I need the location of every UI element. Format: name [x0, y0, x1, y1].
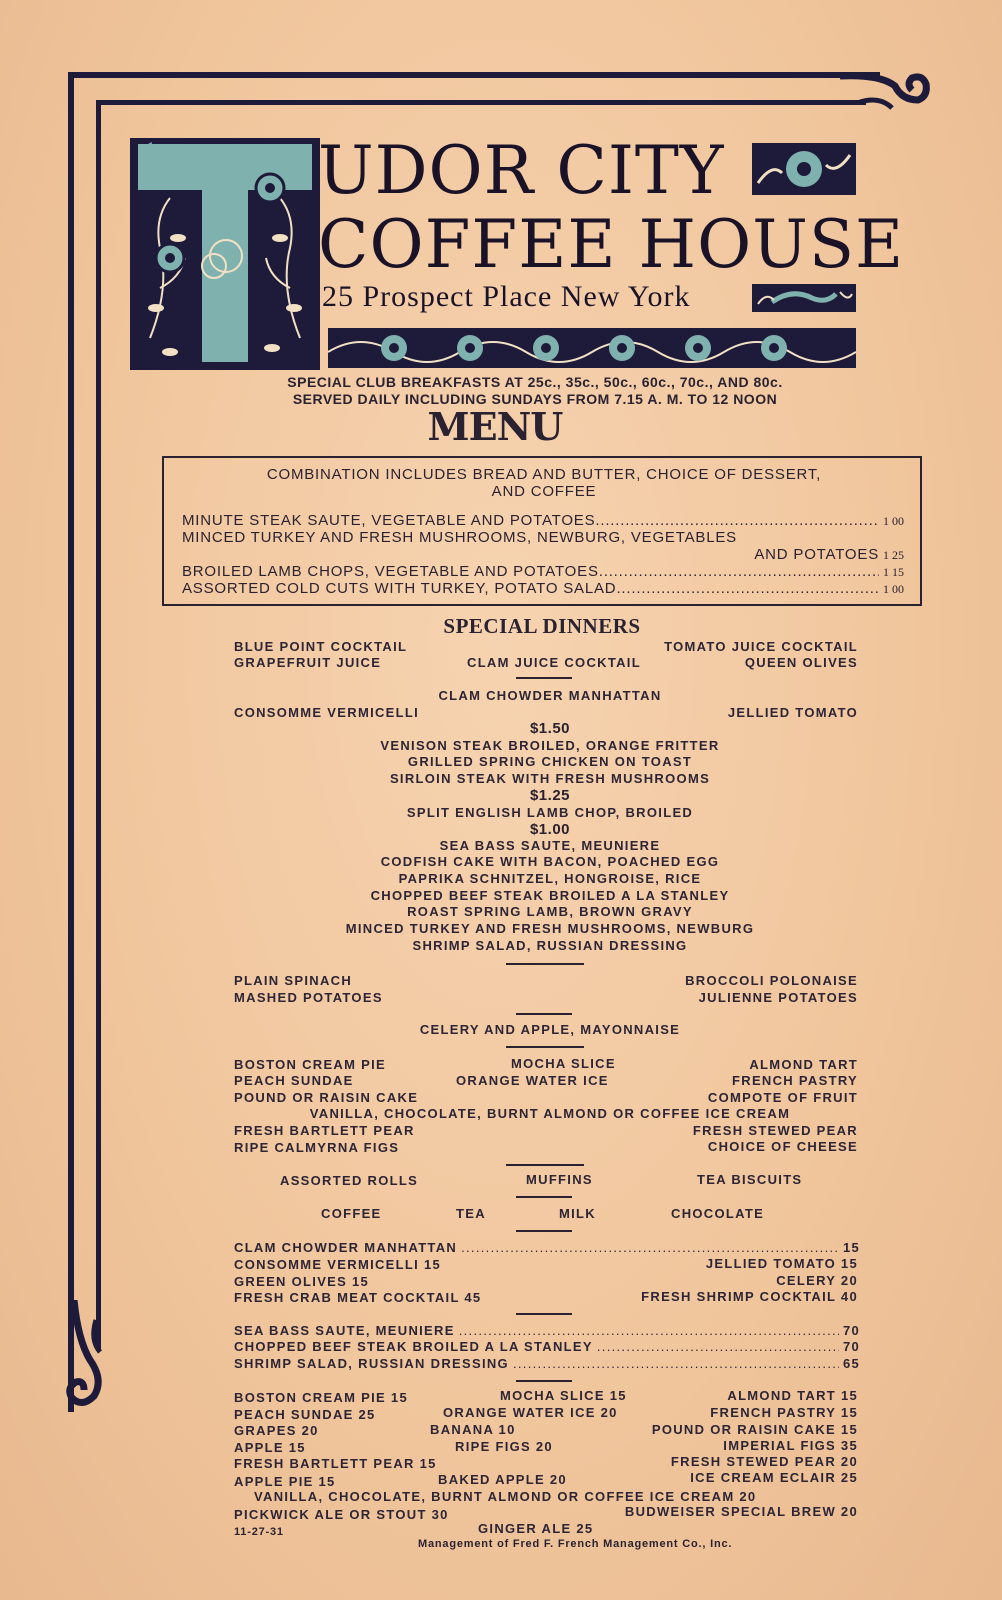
combination-item: [182, 580, 904, 597]
a-la-carte-item: PEACH SUNDAE 25: [234, 1407, 376, 1422]
a-la-carte-item: [234, 1323, 860, 1338]
a-la-carte-item: ICE CREAM ECLAIR 25: [690, 1470, 858, 1485]
a-la-carte-item: FRESH CRAB MEAT COCKTAIL 45: [234, 1290, 482, 1305]
special-dinners-title: SPECIAL DINNERS: [443, 614, 641, 638]
menu-item: FRENCH PASTRY: [732, 1073, 858, 1088]
frame-inner-left-border: [96, 100, 101, 1350]
served-daily-line: SERVED DAILY INCLUDING SUNDAYS FROM 7.15 A. M. TO 12 NOON: [292, 391, 778, 407]
a-la-carte-item: FRESH BARTLETT PEAR 15: [234, 1456, 437, 1471]
section-divider: [516, 1013, 572, 1015]
menu-item: MASHED POTATOES: [234, 990, 383, 1005]
menu-item: JELLIED TOMATO: [727, 705, 858, 720]
item-name: SHRIMP SALAD, RUSSIAN DRESSING: [234, 1356, 509, 1371]
floral-band-ornament-icon: [328, 328, 856, 368]
menu-item: CHOCOLATE: [671, 1206, 765, 1221]
a-la-carte-item: BUDWEISER SPECIAL BREW 20: [624, 1504, 858, 1519]
item-price: 15: [842, 1240, 860, 1255]
title-line-1: UDOR CITY: [318, 132, 725, 209]
combination-item-name: BROILED LAMB CHOPS, VEGETABLE AND POTATOES: [182, 563, 599, 580]
combination-item-price: 1 00: [883, 514, 904, 528]
combination-item: [182, 512, 904, 529]
menu-item: SHRIMP SALAD, RUSSIAN DRESSING: [412, 938, 688, 953]
a-la-carte-item: [234, 1339, 860, 1354]
menu-item: MOCHA SLICE: [511, 1056, 616, 1071]
menu-item: FRESH BARTLETT PEAR: [234, 1123, 415, 1138]
a-la-carte-item: APPLE PIE 15: [234, 1474, 336, 1489]
combination-item-price: 1 15: [883, 565, 904, 579]
combination-item-line: [182, 529, 904, 546]
combination-item: [182, 563, 904, 580]
menu-item: CELERY AND APPLE, MAYONNAISE: [419, 1022, 681, 1037]
menu-item: PAPRIKA SCHNITZEL, HONGROISE, RICE: [398, 871, 702, 886]
a-la-carte-item: BANANA 10: [430, 1422, 516, 1437]
menu-item: GRAPEFRUIT JUICE: [234, 655, 382, 670]
menu-item: RIPE CALMYRNA FIGS: [234, 1140, 400, 1155]
menu-item: ORANGE WATER ICE: [456, 1073, 609, 1088]
combination-heading: [194, 466, 894, 500]
menu-item: PLAIN SPINACH: [234, 973, 353, 988]
a-la-carte-item: MOCHA SLICE 15: [500, 1388, 627, 1403]
a-la-carte-item: IMPERIAL FIGS 35: [723, 1438, 858, 1453]
section-divider: [516, 1313, 572, 1315]
menu-item: VENISON STEAK BROILED, ORANGE FRITTER: [380, 738, 720, 753]
a-la-carte-item: APPLE 15: [234, 1440, 306, 1455]
menu-item: COMPOTE OF FRUIT: [707, 1090, 858, 1105]
a-la-carte-item: FRENCH PASTRY 15: [710, 1405, 858, 1420]
address-line: 25 Prospect Place New York: [322, 280, 691, 313]
menu-item: CLAM JUICE COCKTAIL: [467, 655, 641, 670]
combination-item-name: ASSORTED COLD CUTS WITH TURKEY, POTATO SALAD: [182, 580, 617, 597]
item-price: 65: [842, 1356, 860, 1371]
frame-inner-top-border: [96, 100, 866, 105]
menu-item: GRILLED SPRING CHICKEN ON TOAST: [407, 754, 693, 769]
club-breakfast-line: SPECIAL CLUB BREAKFASTS AT 25c., 35c., 50c., 60c., 70c., AND 80c.: [287, 374, 783, 390]
combination-item-line: [182, 546, 904, 563]
section-divider: [516, 677, 572, 679]
menu-item: CONSOMME VERMICELLI: [234, 705, 420, 720]
menu-item: VANILLA, CHOCOLATE, BURNT ALMOND OR COFFEE ICE CREAM: [309, 1106, 791, 1121]
section-divider: [516, 1380, 572, 1382]
corner-flourish-bottom-icon: [60, 1300, 112, 1416]
combination-item-name: MINCED TURKEY AND FRESH MUSHROOMS, NEWBURG, VEGETABLES: [182, 529, 737, 546]
a-la-carte-item: GRAPES 20: [234, 1423, 319, 1438]
item-price: 70: [842, 1323, 860, 1338]
flower-ornament-icon: [752, 143, 856, 195]
item-name: SEA BASS SAUTE, MEUNIERE: [234, 1323, 455, 1338]
section-divider: [506, 963, 584, 965]
illuminated-initial-t-icon: [130, 138, 320, 370]
a-la-carte-item: ALMOND TART 15: [727, 1388, 858, 1403]
menu-item: CHOICE OF CHEESE: [707, 1139, 858, 1154]
item-price: 70: [842, 1339, 860, 1354]
menu-item: MUFFINS: [526, 1172, 593, 1187]
section-divider: [516, 1230, 572, 1232]
section-divider: [506, 1164, 584, 1166]
section-divider: [506, 1046, 584, 1048]
menu-item: SIRLOIN STEAK WITH FRESH MUSHROOMS: [389, 771, 711, 786]
a-la-carte-item: PICKWICK ALE OR STOUT 30: [234, 1507, 449, 1522]
a-la-carte-item: CELERY 20: [776, 1273, 858, 1288]
corner-flourish-icon: [840, 66, 930, 116]
a-la-carte-item: VANILLA, CHOCOLATE, BURNT ALMOND OR COFFEE ICE CREAM 20: [254, 1489, 757, 1504]
combination-item-name: MINUTE STEAK SAUTE, VEGETABLE AND POTATOES: [182, 512, 596, 529]
menu-item: COFFEE: [321, 1206, 382, 1221]
a-la-carte-item: BAKED APPLE 20: [438, 1472, 567, 1487]
menu-item: MINCED TURKEY AND FRESH MUSHROOMS, NEWBURG: [345, 921, 755, 936]
menu-item: TOMATO JUICE COCKTAIL: [664, 639, 858, 654]
menu-item: BROCCOLI POLONAISE: [685, 973, 858, 988]
a-la-carte-item: RIPE FIGS 20: [455, 1439, 553, 1454]
a-la-carte-item: BOSTON CREAM PIE 15: [234, 1390, 408, 1405]
price-heading: $1.50: [529, 720, 571, 737]
menu-item: TEA: [456, 1206, 486, 1221]
menu-item: TEA BISCUITS: [697, 1172, 803, 1187]
menu-item: ASSORTED ROLLS: [280, 1173, 419, 1188]
price-heading: $1.25: [529, 787, 571, 804]
menu-item: PEACH SUNDAE: [234, 1073, 354, 1088]
a-la-carte-item: ORANGE WATER ICE 20: [443, 1405, 618, 1420]
management-credit: Management of Fred F. French Management Co., Inc.: [418, 1538, 733, 1550]
frame-outer-top-border: [68, 72, 880, 78]
a-la-carte-item: JELLIED TOMATO 15: [705, 1256, 858, 1271]
combination-heading-line-2: AND COFFEE: [491, 483, 597, 500]
a-la-carte-item: CONSOMME VERMICELLI 15: [234, 1257, 442, 1272]
a-la-carte-item: FRESH STEWED PEAR 20: [670, 1454, 858, 1469]
menu-item: CODFISH CAKE WITH BACON, POACHED EGG: [380, 854, 720, 869]
frame-outer-left-border: [68, 72, 74, 1412]
combination-item-price: 1 00: [883, 582, 904, 596]
menu-item: ALMOND TART: [749, 1057, 858, 1072]
menu-item: ROAST SPRING LAMB, BROWN GRAVY: [407, 904, 693, 919]
menu-item: SPLIT ENGLISH LAMB CHOP, BROILED: [406, 805, 694, 820]
price-heading: $1.00: [529, 821, 571, 838]
menu-item: POUND OR RAISIN CAKE: [234, 1090, 419, 1105]
a-la-carte-item: POUND OR RAISIN CAKE 15: [651, 1422, 858, 1437]
bird-ornament-icon: [752, 284, 856, 312]
combination-box: [162, 456, 922, 606]
menu-item: CHOPPED BEEF STEAK BROILED A LA STANLEY: [370, 888, 730, 903]
print-date: 11-27-31: [234, 1526, 284, 1538]
combination-item-price: 1 25: [883, 548, 904, 562]
a-la-carte-item: GREEN OLIVES 15: [234, 1274, 370, 1289]
menu-title: MENU: [427, 404, 563, 449]
a-la-carte-item: GINGER ALE 25: [478, 1521, 594, 1536]
title-line-2: COFFEE HOUSE: [318, 206, 905, 283]
item-name: CLAM CHOWDER MANHATTAN: [234, 1240, 458, 1255]
a-la-carte-item: FRESH SHRIMP COCKTAIL 40: [641, 1289, 858, 1304]
menu-item: SEA BASS SAUTE, MEUNIERE: [439, 838, 661, 853]
menu-item: BOSTON CREAM PIE: [234, 1057, 387, 1072]
section-divider: [516, 1196, 572, 1198]
item-name: CHOPPED BEEF STEAK BROILED A LA STANLEY: [234, 1339, 593, 1354]
menu-item: MILK: [559, 1206, 596, 1221]
a-la-carte-item: [234, 1240, 860, 1255]
a-la-carte-item: [234, 1356, 860, 1371]
menu-item: CLAM CHOWDER MANHATTAN: [438, 688, 662, 703]
menu-item: BLUE POINT COCKTAIL: [234, 639, 408, 654]
combination-heading-line-1: COMBINATION INCLUDES BREAD AND BUTTER, CHOICE OF DESSERT,: [266, 466, 822, 483]
combination-item-name: AND POTATOES: [754, 546, 879, 563]
menu-item: JULIENNE POTATOES: [698, 990, 858, 1005]
menu-item: FRESH STEWED PEAR: [692, 1123, 858, 1138]
menu-item: QUEEN OLIVES: [744, 655, 858, 670]
